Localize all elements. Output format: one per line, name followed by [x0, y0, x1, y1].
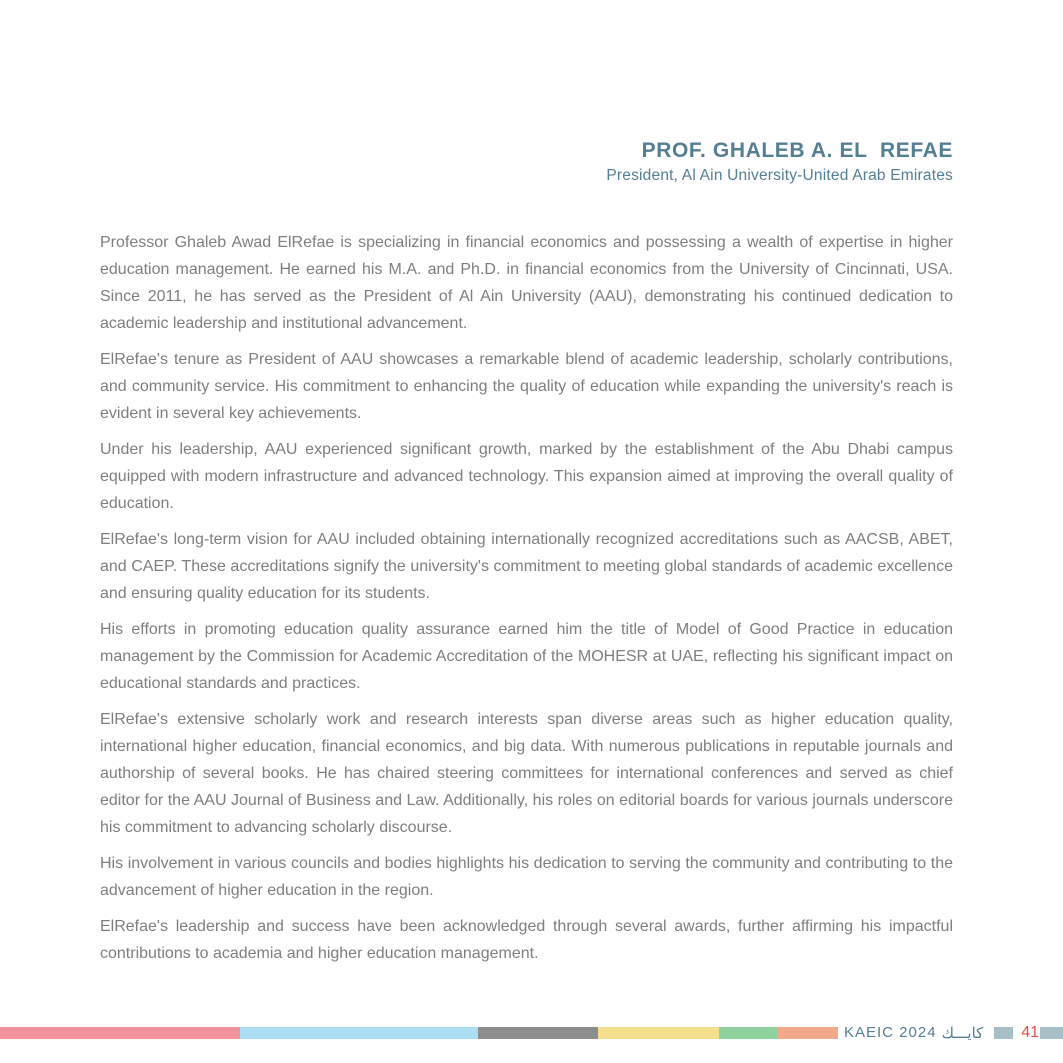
- footer-bar-segment-yellow: [598, 1027, 719, 1039]
- biography-text: [100, 229, 953, 976]
- page-number: 41: [1021, 1023, 1040, 1041]
- bio-paragraph-3: Under his leadership, AAU experienced significant growth, marked by the establishment of the Abu Dhabi campus equipped with modern infrastructure and advanced technology. This expansion aimed at improving the overall quality of education.: [100, 441, 953, 512]
- footer-bar-segment-gray: [478, 1027, 598, 1039]
- page-subtitle: President, Al Ain University-United Arab Emirates: [606, 167, 953, 184]
- footer-conference-label-arabic: كايـــك: [941, 1024, 984, 1042]
- footer-conference-label: KAEIC 2024: [844, 1024, 937, 1041]
- footer-color-bar: [0, 1027, 838, 1039]
- footer-divider-tick: [994, 1027, 1013, 1039]
- footer-bar-segment-light-blue: [240, 1027, 478, 1039]
- bio-paragraph-7: His involvement in various councils and bodies highlights his dedication to serving the community and contributing to the advancement of higher education in the region.: [100, 855, 953, 899]
- page-footer: [0, 1021, 1063, 1044]
- bio-paragraph-8: ElRefae's leadership and success have been acknowledged through several awards, further affirming his impactful contributions to academia and higher education management.: [100, 918, 953, 962]
- bio-paragraph-2: ElRefae's tenure as President of AAU showcases a remarkable blend of academic leadership, scholarly contributions, and community service. His commitment to enhancing the quality of education while expanding the university's reach is evident in several key achievements.: [100, 351, 953, 422]
- bio-paragraph-5: His efforts in promoting education quality assurance earned him the title of Model of Good Practice in education management by the Commission for Academic Accreditation of the MOHESR at UAE, reflecting his significant impact on educational standards and practices.: [100, 621, 953, 692]
- footer-edge-tick: [1040, 1027, 1063, 1039]
- footer-bar-segment-orange: [778, 1027, 838, 1039]
- bio-paragraph-6: ElRefae's extensive scholarly work and research interests span diverse areas such as higher education quality, international higher education, financial economics, and big data. With numerous publications in reputable journals and authorship of several books. He has chaired steering committees for international conferences and served as chief editor for the AAU Journal of Business and Law. Additionally, his roles on editorial boards for various journals underscore his commitment to advancing scholarly discourse.: [100, 711, 953, 836]
- bio-paragraph-1: Professor Ghaleb Awad ElRefae is specializing in financial economics and possessing a wealth of expertise in higher education management. He earned his M.A. and Ph.D. in financial economics from the University of Cincinnati, USA. Since 2011, he has served as the President of Al Ain University (AAU), demonstrating his continued dedication to academic leadership and institutional advancement.: [100, 234, 953, 332]
- footer-bar-segment-coral: [0, 1027, 240, 1039]
- profile-header: [606, 139, 953, 185]
- bio-paragraph-4: ElRefae's long-term vision for AAU included obtaining internationally recognized accreditations such as AACSB, ABET, and CAEP. These accreditations signify the university's commitment to meeting global standards of academic excellence and ensuring quality education for its students.: [100, 531, 953, 602]
- footer-bar-segment-green: [719, 1027, 778, 1039]
- page-title: PROF. GHALEB A. EL REFAE: [641, 139, 953, 162]
